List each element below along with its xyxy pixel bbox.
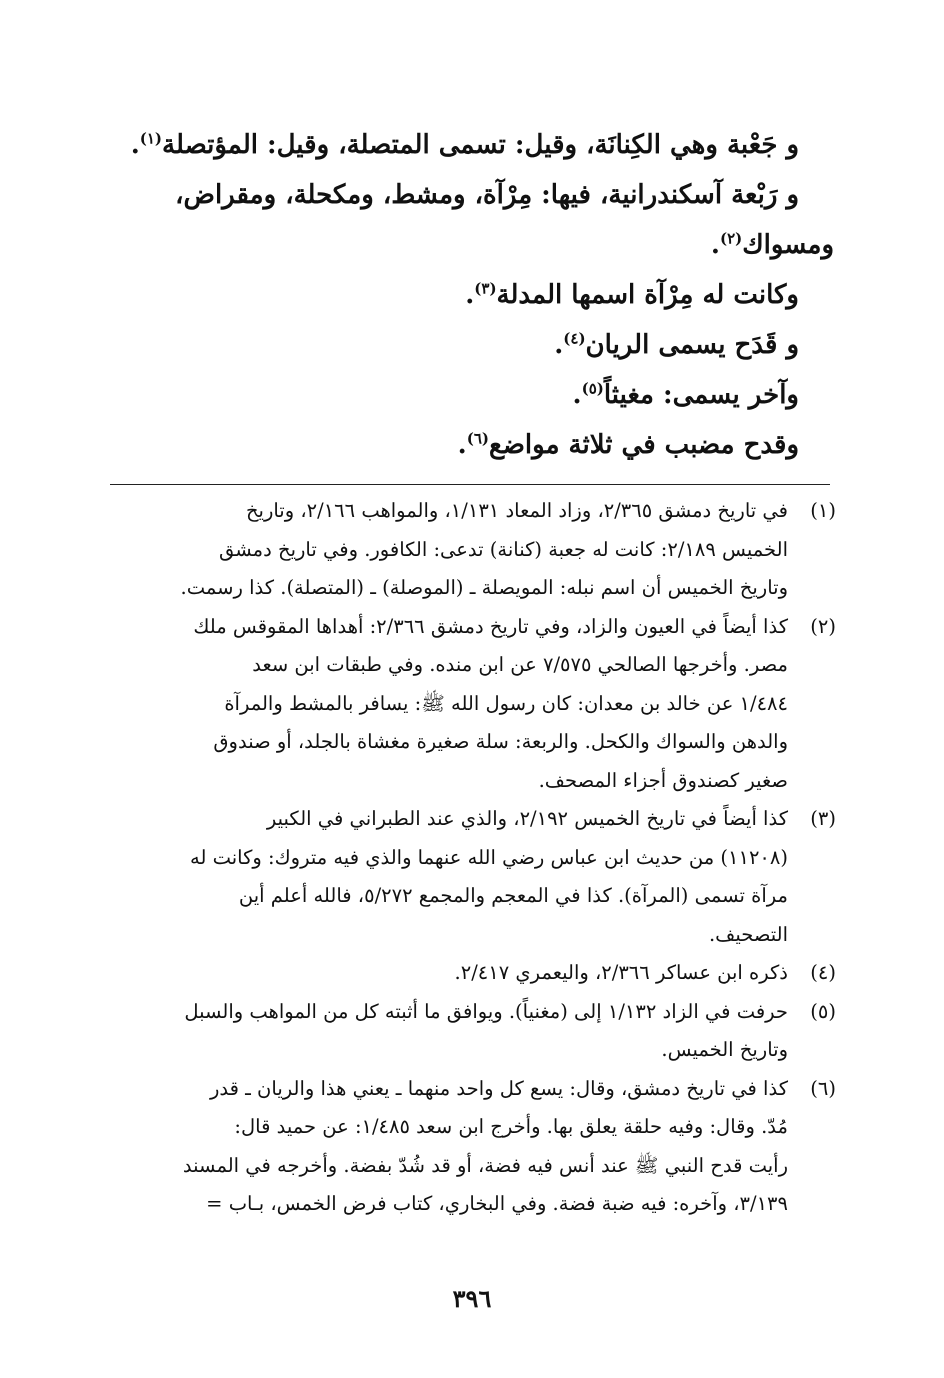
footnote-line: حرفت في الزاد ١/١٣٢ إلى (مغنياً). ويوافق ما أثبته كل من المواهب والسبل <box>184 999 788 1023</box>
footnote-number: (٤) <box>810 961 836 984</box>
footnote-ref: (١) <box>139 129 163 148</box>
footnote-line: ٣/١٣٩، وآخره: فيه ضبة فضة. وفي البخاري، كتاب فرض الخمس، بـاب = <box>206 1192 788 1215</box>
footnote-line: كذا أيضاً في تاريخ الخميس ٢/١٩٢، والذي عند الطبراني في الكبير <box>266 807 788 830</box>
footnote-ref: (٤) <box>563 329 586 348</box>
footnote-ref: (٦) <box>466 429 489 448</box>
footnote-line: الخميس ٢/١٨٩: كانت له جعبة (كنانة) تدعى: الكافور. وفي تاريخ دمشق <box>219 537 788 561</box>
footnote-5 <box>102 993 836 1070</box>
footnote-line: التصحيف. <box>708 922 788 946</box>
main-line: وقدح مضبب في ثلاثة مواضع$^{(٦)}$. <box>457 429 799 460</box>
main-text <box>104 120 834 470</box>
footnote-number: (٥) <box>810 999 836 1023</box>
footnote-number: (١) <box>810 499 836 522</box>
footnote-line: (١١٢٠٨) من حديث ابن عباس رضي الله عنهما والذي فيه متروك: وكانت له <box>190 845 788 869</box>
footnote-number: (٦) <box>810 1076 836 1100</box>
main-line: و جَعْبة وهي الكِنانَة، وقيل: تسمى المتصلة، وقيل: المؤتصلة$^{(١)}$. <box>130 129 799 160</box>
footnote-line: وتاريخ الخميس أن اسم نبله: المويصلة ـ (الموصلة) ـ (المتصلة). كذا رسمت. <box>180 576 788 599</box>
footnote-line: وتاريخ الخميس. <box>661 1038 788 1061</box>
main-line: و رَبْعة آسكندرانية، فيها: مِرْآة، ومشط، ومكحلة، ومقراض، <box>175 180 799 210</box>
footnote-line: ١/٤٨٤ عن خالد بن معدان: كان رسول الله ﷺ: يسافر بالمشط والمرآة <box>224 691 788 715</box>
footnote-ref: (٥) <box>581 379 604 398</box>
footnote-3 <box>102 800 836 954</box>
main-line: و قَدَح يسمى الريان$^{(٤)}$. <box>554 329 799 360</box>
footnote-line: صغير كصندوق أجزاء المصحف. <box>538 768 788 792</box>
footnotes <box>102 492 836 1224</box>
main-line: ومسواك$^{(٢)}$. <box>710 229 834 260</box>
footnote-line: مصر. وأخرجها الصالحي ٧/٥٧٥ عن ابن منده. وفي طبقات ابن سعد <box>252 653 788 676</box>
footnote-6 <box>102 1070 836 1224</box>
footnote-line: رأيت قدح النبي ﷺ عند أنس فيه فضة، أو قد شُدّ بفضة. وأخرجه في المسند <box>182 1153 788 1177</box>
footnote-line: في تاريخ دمشق ٢/٣٦٥، وزاد المعاد ١/١٣١، والمواهب ٢/١٦٦، وتاريخ <box>245 499 788 522</box>
footnote-ref: (٢) <box>719 229 743 248</box>
footnote-divider <box>110 484 830 485</box>
footnote-line: والدهن والسواك والكحل. والربعة: سلة صغيرة مغشاة بالجلد، أو صندوق <box>213 730 788 753</box>
footnote-line: ذكره ابن عساكر ٢/٣٦٦، واليعمري ٢/٤١٧. <box>454 961 788 984</box>
footnote-number: (٣) <box>810 807 836 830</box>
main-line: وكانت له مِرْآة اسمها المدلة$^{(٣)}$. <box>465 279 799 310</box>
footnote-line: مُدّ. وقال: وفيه حلقة يعلق بها. وأخرج ابن سعد ١/٤٨٥: عن حميد قال: <box>234 1115 788 1138</box>
footnote-number: (٢) <box>810 614 836 638</box>
footnote-ref: (٣) <box>474 279 497 298</box>
main-line: وآخر يسمى: مغيثاً$^{(٥)}$. <box>572 379 799 410</box>
footnote-1 <box>102 492 836 608</box>
footnote-4 <box>102 954 836 993</box>
footnote-line: كذا أيضاً في العيون والزاد، وفي تاريخ دمشق ٢/٣٦٦: أهداها المقوقس ملك <box>193 614 788 638</box>
footnote-2 <box>102 608 836 801</box>
footnote-line: كذا في تاريخ دمشق، وقال: يسع كل واحد منهما ـ يعني هذا والريان ـ قدر <box>209 1076 788 1100</box>
page-number: ٣٩٦ <box>452 1284 492 1313</box>
footnote-line: مرآة تسمى (المرآة). كذا في المعجم والمجمع ٥/٢٧٢، فالله أعلم أين <box>238 884 788 907</box>
